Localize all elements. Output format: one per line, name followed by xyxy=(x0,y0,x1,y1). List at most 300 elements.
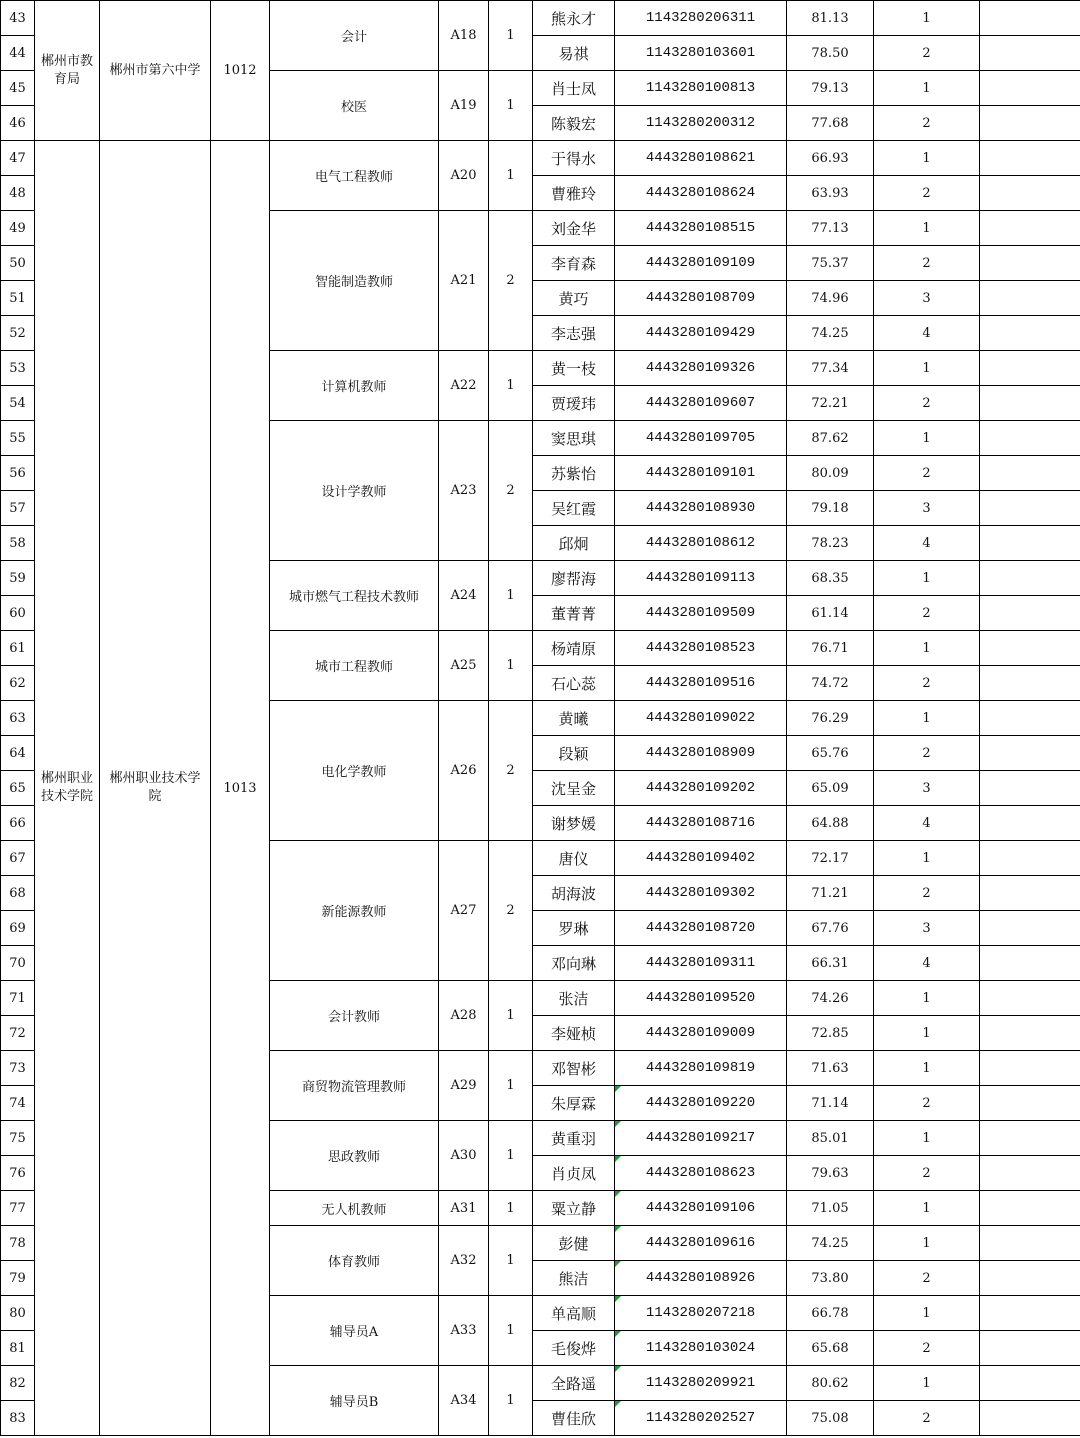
score-cell: 71.21 xyxy=(787,876,874,911)
ticket-number-cell: 4443280109520 xyxy=(615,981,787,1016)
remark-cell xyxy=(980,981,1080,1016)
row-number-cell: 47 xyxy=(1,141,35,176)
position-title-cell: 体育教师 xyxy=(270,1226,439,1296)
score-cell: 79.63 xyxy=(787,1156,874,1191)
rank-cell: 1 xyxy=(874,1121,980,1156)
rank-cell: 2 xyxy=(874,876,980,911)
candidate-name-cell: 石心蕊 xyxy=(533,666,615,701)
candidate-name-cell: 唐仪 xyxy=(533,841,615,876)
remark-cell xyxy=(980,1296,1080,1331)
quota-cell: 1 xyxy=(489,1051,533,1121)
candidate-name-cell: 李娅桢 xyxy=(533,1016,615,1051)
position-code-cell: A34 xyxy=(439,1366,489,1436)
rank-cell: 1 xyxy=(874,1016,980,1051)
remark-cell xyxy=(980,141,1080,176)
remark-cell xyxy=(980,1366,1080,1401)
row-number-cell: 74 xyxy=(1,1086,35,1121)
ticket-number-cell: 4443280109009 xyxy=(615,1016,787,1051)
candidate-name-cell: 邱炯 xyxy=(533,526,615,561)
quota-cell: 1 xyxy=(489,71,533,141)
rank-cell: 2 xyxy=(874,176,980,211)
position-code-cell: A30 xyxy=(439,1121,489,1191)
candidate-name-cell: 李育森 xyxy=(533,246,615,281)
rank-cell: 2 xyxy=(874,1261,980,1296)
ticket-number-cell: 4443280109509 xyxy=(615,596,787,631)
row-number-cell: 80 xyxy=(1,1296,35,1331)
position-title-cell: 会计 xyxy=(270,1,439,71)
remark-cell xyxy=(980,1,1080,36)
candidate-name-cell: 董菁菁 xyxy=(533,596,615,631)
candidate-name-cell: 李志强 xyxy=(533,316,615,351)
remark-cell xyxy=(980,36,1080,71)
row-number-cell: 48 xyxy=(1,176,35,211)
ticket-number-cell: 1143280103024 xyxy=(615,1331,787,1366)
row-number-cell: 66 xyxy=(1,806,35,841)
rank-cell: 1 xyxy=(874,1226,980,1261)
rank-cell: 1 xyxy=(874,981,980,1016)
ticket-number-cell: 4443280109819 xyxy=(615,1051,787,1086)
score-cell: 74.26 xyxy=(787,981,874,1016)
position-title-cell: 辅导员A xyxy=(270,1296,439,1366)
position-title-cell: 新能源教师 xyxy=(270,841,439,981)
score-cell: 74.25 xyxy=(787,1226,874,1261)
ticket-number-cell: 1143280206311 xyxy=(615,1,787,36)
remark-cell xyxy=(980,561,1080,596)
position-code-cell: A31 xyxy=(439,1191,489,1226)
remark-cell xyxy=(980,841,1080,876)
score-cell: 78.50 xyxy=(787,36,874,71)
quota-cell: 1 xyxy=(489,561,533,631)
score-cell: 64.88 xyxy=(787,806,874,841)
row-number-cell: 70 xyxy=(1,946,35,981)
remark-cell xyxy=(980,1156,1080,1191)
candidate-name-cell: 陈毅宏 xyxy=(533,106,615,141)
rank-cell: 1 xyxy=(874,1,980,36)
row-number-cell: 44 xyxy=(1,36,35,71)
ticket-number-cell: 4443280109402 xyxy=(615,841,787,876)
score-cell: 77.68 xyxy=(787,106,874,141)
row-number-cell: 61 xyxy=(1,631,35,666)
score-cell: 65.09 xyxy=(787,771,874,806)
ticket-number-cell: 1143280207218 xyxy=(615,1296,787,1331)
position-title-cell: 设计学教师 xyxy=(270,421,439,561)
remark-cell xyxy=(980,1261,1080,1296)
unit-code-cell: 1013 xyxy=(211,141,270,1436)
table-row xyxy=(1,141,1080,176)
rank-cell: 2 xyxy=(874,36,980,71)
rank-cell: 1 xyxy=(874,1296,980,1331)
ticket-number-cell: 1143280100813 xyxy=(615,71,787,106)
quota-cell: 1 xyxy=(489,141,533,211)
rank-cell: 4 xyxy=(874,946,980,981)
rank-cell: 3 xyxy=(874,911,980,946)
unit-cell: 郴州市第六中学 xyxy=(100,1,211,141)
row-number-cell: 45 xyxy=(1,71,35,106)
row-number-cell: 83 xyxy=(1,1401,35,1436)
remark-cell xyxy=(980,421,1080,456)
ticket-number-cell: 4443280109109 xyxy=(615,246,787,281)
row-number-cell: 57 xyxy=(1,491,35,526)
ticket-number-cell: 4443280109217 xyxy=(615,1121,787,1156)
score-cell: 76.29 xyxy=(787,701,874,736)
ticket-number-cell: 4443280109106 xyxy=(615,1191,787,1226)
score-cell: 72.85 xyxy=(787,1016,874,1051)
remark-cell xyxy=(980,631,1080,666)
candidate-name-cell: 廖帮海 xyxy=(533,561,615,596)
candidate-name-cell: 谢梦媛 xyxy=(533,806,615,841)
candidate-name-cell: 黄巧 xyxy=(533,281,615,316)
score-cell: 87.62 xyxy=(787,421,874,456)
remark-cell xyxy=(980,1086,1080,1121)
quota-cell: 1 xyxy=(489,351,533,421)
candidate-name-cell: 邓向琳 xyxy=(533,946,615,981)
row-number-cell: 62 xyxy=(1,666,35,701)
authority-cell: 郴州职业技术学院 xyxy=(35,141,100,1436)
score-cell: 77.34 xyxy=(787,351,874,386)
score-cell: 65.76 xyxy=(787,736,874,771)
candidate-name-cell: 曹雅玲 xyxy=(533,176,615,211)
position-title-cell: 辅导员B xyxy=(270,1366,439,1436)
row-number-cell: 79 xyxy=(1,1261,35,1296)
remark-cell xyxy=(980,736,1080,771)
rank-cell: 3 xyxy=(874,771,980,806)
position-code-cell: A27 xyxy=(439,841,489,981)
ticket-number-cell: 4443280108720 xyxy=(615,911,787,946)
position-code-cell: A19 xyxy=(439,71,489,141)
remark-cell xyxy=(980,666,1080,701)
remark-cell xyxy=(980,946,1080,981)
score-cell: 65.68 xyxy=(787,1331,874,1366)
quota-cell: 1 xyxy=(489,1296,533,1366)
row-number-cell: 73 xyxy=(1,1051,35,1086)
rank-cell: 1 xyxy=(874,1366,980,1401)
remark-cell xyxy=(980,1191,1080,1226)
quota-cell: 2 xyxy=(489,421,533,561)
rank-cell: 2 xyxy=(874,246,980,281)
row-number-cell: 54 xyxy=(1,386,35,421)
score-cell: 74.96 xyxy=(787,281,874,316)
ticket-number-cell: 4443280108624 xyxy=(615,176,787,211)
candidate-name-cell: 邓智彬 xyxy=(533,1051,615,1086)
remark-cell xyxy=(980,386,1080,421)
row-number-cell: 76 xyxy=(1,1156,35,1191)
ticket-number-cell: 4443280108909 xyxy=(615,736,787,771)
rank-cell: 4 xyxy=(874,316,980,351)
candidate-name-cell: 张洁 xyxy=(533,981,615,1016)
row-number-cell: 78 xyxy=(1,1226,35,1261)
row-number-cell: 64 xyxy=(1,736,35,771)
position-code-cell: A32 xyxy=(439,1226,489,1296)
candidate-name-cell: 朱厚霖 xyxy=(533,1086,615,1121)
remark-cell xyxy=(980,351,1080,386)
quota-cell: 1 xyxy=(489,1191,533,1226)
remark-cell xyxy=(980,1331,1080,1366)
rank-cell: 2 xyxy=(874,1401,980,1436)
candidate-name-cell: 单高顺 xyxy=(533,1296,615,1331)
row-number-cell: 50 xyxy=(1,246,35,281)
rank-cell: 3 xyxy=(874,281,980,316)
rank-cell: 1 xyxy=(874,561,980,596)
score-cell: 79.18 xyxy=(787,491,874,526)
position-code-cell: A28 xyxy=(439,981,489,1051)
candidate-name-cell: 吴红霞 xyxy=(533,491,615,526)
rank-cell: 1 xyxy=(874,841,980,876)
rank-cell: 2 xyxy=(874,736,980,771)
position-title-cell: 电化学教师 xyxy=(270,701,439,841)
quota-cell: 2 xyxy=(489,211,533,351)
position-title-cell: 会计教师 xyxy=(270,981,439,1051)
ticket-number-cell: 4443280109302 xyxy=(615,876,787,911)
score-cell: 63.93 xyxy=(787,176,874,211)
score-cell: 72.17 xyxy=(787,841,874,876)
rank-cell: 1 xyxy=(874,71,980,106)
row-number-cell: 49 xyxy=(1,211,35,246)
remark-cell xyxy=(980,246,1080,281)
candidate-name-cell: 黄重羽 xyxy=(533,1121,615,1156)
remark-cell xyxy=(980,106,1080,141)
row-number-cell: 68 xyxy=(1,876,35,911)
row-number-cell: 56 xyxy=(1,456,35,491)
position-code-cell: A20 xyxy=(439,141,489,211)
unit-code-cell: 1012 xyxy=(211,1,270,141)
candidate-name-cell: 彭健 xyxy=(533,1226,615,1261)
rank-cell: 4 xyxy=(874,526,980,561)
candidate-name-cell: 熊洁 xyxy=(533,1261,615,1296)
ticket-number-cell: 4443280108621 xyxy=(615,141,787,176)
score-cell: 71.14 xyxy=(787,1086,874,1121)
position-code-cell: A24 xyxy=(439,561,489,631)
table-row xyxy=(1,1,1080,36)
ticket-number-cell: 1143280202527 xyxy=(615,1401,787,1436)
score-cell: 80.62 xyxy=(787,1366,874,1401)
remark-cell xyxy=(980,806,1080,841)
ticket-number-cell: 4443280109705 xyxy=(615,421,787,456)
ticket-number-cell: 1143280209921 xyxy=(615,1366,787,1401)
remark-cell xyxy=(980,1121,1080,1156)
candidate-name-cell: 窦思琪 xyxy=(533,421,615,456)
ticket-number-cell: 4443280108930 xyxy=(615,491,787,526)
quota-cell: 2 xyxy=(489,841,533,981)
ticket-number-cell: 4443280108716 xyxy=(615,806,787,841)
row-number-cell: 52 xyxy=(1,316,35,351)
candidate-name-cell: 罗琳 xyxy=(533,911,615,946)
rank-cell: 2 xyxy=(874,456,980,491)
score-cell: 68.35 xyxy=(787,561,874,596)
row-number-cell: 43 xyxy=(1,1,35,36)
score-cell: 71.63 xyxy=(787,1051,874,1086)
ticket-number-cell: 4443280108623 xyxy=(615,1156,787,1191)
row-number-cell: 71 xyxy=(1,981,35,1016)
ticket-number-cell: 4443280109113 xyxy=(615,561,787,596)
ticket-number-cell: 4443280108515 xyxy=(615,211,787,246)
ticket-number-cell: 4443280108709 xyxy=(615,281,787,316)
candidate-name-cell: 肖贞凤 xyxy=(533,1156,615,1191)
ticket-number-cell: 4443280109616 xyxy=(615,1226,787,1261)
ticket-number-cell: 4443280109429 xyxy=(615,316,787,351)
position-title-cell: 城市燃气工程技术教师 xyxy=(270,561,439,631)
ticket-number-cell: 4443280109311 xyxy=(615,946,787,981)
score-cell: 66.93 xyxy=(787,141,874,176)
results-table-body xyxy=(1,1,1080,1436)
quota-cell: 1 xyxy=(489,1121,533,1191)
row-number-cell: 72 xyxy=(1,1016,35,1051)
remark-cell xyxy=(980,701,1080,736)
rank-cell: 1 xyxy=(874,701,980,736)
quota-cell: 1 xyxy=(489,981,533,1051)
position-title-cell: 无人机教师 xyxy=(270,1191,439,1226)
authority-cell: 郴州市教育局 xyxy=(35,1,100,141)
remark-cell xyxy=(980,911,1080,946)
candidate-name-cell: 黄一枝 xyxy=(533,351,615,386)
rank-cell: 2 xyxy=(874,386,980,421)
score-cell: 66.31 xyxy=(787,946,874,981)
score-cell: 78.23 xyxy=(787,526,874,561)
position-code-cell: A29 xyxy=(439,1051,489,1121)
remark-cell xyxy=(980,1051,1080,1086)
candidate-name-cell: 沈呈金 xyxy=(533,771,615,806)
row-number-cell: 53 xyxy=(1,351,35,386)
row-number-cell: 81 xyxy=(1,1331,35,1366)
quota-cell: 1 xyxy=(489,631,533,701)
ticket-number-cell: 4443280108612 xyxy=(615,526,787,561)
rank-cell: 1 xyxy=(874,211,980,246)
quota-cell: 1 xyxy=(489,1,533,71)
candidate-name-cell: 曹佳欣 xyxy=(533,1401,615,1436)
score-cell: 81.13 xyxy=(787,1,874,36)
remark-cell xyxy=(980,876,1080,911)
remark-cell xyxy=(980,281,1080,316)
position-title-cell: 智能制造教师 xyxy=(270,211,439,351)
position-code-cell: A33 xyxy=(439,1296,489,1366)
row-number-cell: 75 xyxy=(1,1121,35,1156)
score-cell: 85.01 xyxy=(787,1121,874,1156)
position-code-cell: A23 xyxy=(439,421,489,561)
score-cell: 74.72 xyxy=(787,666,874,701)
rank-cell: 2 xyxy=(874,106,980,141)
row-number-cell: 55 xyxy=(1,421,35,456)
position-title-cell: 电气工程教师 xyxy=(270,141,439,211)
score-cell: 73.80 xyxy=(787,1261,874,1296)
rank-cell: 1 xyxy=(874,421,980,456)
score-cell: 71.05 xyxy=(787,1191,874,1226)
remark-cell xyxy=(980,71,1080,106)
position-code-cell: A21 xyxy=(439,211,489,351)
remark-cell xyxy=(980,1016,1080,1051)
rank-cell: 2 xyxy=(874,1086,980,1121)
candidate-name-cell: 段颖 xyxy=(533,736,615,771)
unit-cell: 郴州职业技术学院 xyxy=(100,141,211,1436)
ticket-number-cell: 4443280108926 xyxy=(615,1261,787,1296)
ticket-number-cell: 4443280109220 xyxy=(615,1086,787,1121)
candidate-name-cell: 贾瑷玮 xyxy=(533,386,615,421)
score-cell: 72.21 xyxy=(787,386,874,421)
rank-cell: 2 xyxy=(874,596,980,631)
remark-cell xyxy=(980,1226,1080,1261)
remark-cell xyxy=(980,596,1080,631)
candidate-name-cell: 肖士凤 xyxy=(533,71,615,106)
candidate-name-cell: 于得水 xyxy=(533,141,615,176)
row-number-cell: 51 xyxy=(1,281,35,316)
ticket-number-cell: 4443280109022 xyxy=(615,701,787,736)
score-cell: 74.25 xyxy=(787,316,874,351)
position-code-cell: A26 xyxy=(439,701,489,841)
rank-cell: 1 xyxy=(874,631,980,666)
score-cell: 80.09 xyxy=(787,456,874,491)
remark-cell xyxy=(980,316,1080,351)
score-cell: 79.13 xyxy=(787,71,874,106)
row-number-cell: 63 xyxy=(1,701,35,736)
candidate-name-cell: 易祺 xyxy=(533,36,615,71)
remark-cell xyxy=(980,1401,1080,1436)
position-code-cell: A18 xyxy=(439,1,489,71)
remark-cell xyxy=(980,456,1080,491)
ticket-number-cell: 4443280109326 xyxy=(615,351,787,386)
remark-cell xyxy=(980,526,1080,561)
remark-cell xyxy=(980,491,1080,526)
quota-cell: 2 xyxy=(489,701,533,841)
rank-cell: 1 xyxy=(874,351,980,386)
position-title-cell: 计算机教师 xyxy=(270,351,439,421)
rank-cell: 1 xyxy=(874,1191,980,1226)
rank-cell: 4 xyxy=(874,806,980,841)
score-cell: 67.76 xyxy=(787,911,874,946)
remark-cell xyxy=(980,211,1080,246)
candidate-name-cell: 杨靖原 xyxy=(533,631,615,666)
ticket-number-cell: 4443280109101 xyxy=(615,456,787,491)
ticket-number-cell: 4443280108523 xyxy=(615,631,787,666)
row-number-cell: 77 xyxy=(1,1191,35,1226)
row-number-cell: 46 xyxy=(1,106,35,141)
quota-cell: 1 xyxy=(489,1366,533,1436)
candidate-name-cell: 苏紫怡 xyxy=(533,456,615,491)
rank-cell: 2 xyxy=(874,1156,980,1191)
ticket-number-cell: 4443280109202 xyxy=(615,771,787,806)
candidate-name-cell: 全路遥 xyxy=(533,1366,615,1401)
candidate-name-cell: 毛俊烨 xyxy=(533,1331,615,1366)
rank-cell: 1 xyxy=(874,141,980,176)
rank-cell: 2 xyxy=(874,1331,980,1366)
row-number-cell: 65 xyxy=(1,771,35,806)
row-number-cell: 58 xyxy=(1,526,35,561)
row-number-cell: 60 xyxy=(1,596,35,631)
rank-cell: 2 xyxy=(874,666,980,701)
ticket-number-cell: 1143280200312 xyxy=(615,106,787,141)
candidate-name-cell: 熊永才 xyxy=(533,1,615,36)
remark-cell xyxy=(980,771,1080,806)
ticket-number-cell: 4443280109516 xyxy=(615,666,787,701)
score-cell: 76.71 xyxy=(787,631,874,666)
position-title-cell: 校医 xyxy=(270,71,439,141)
position-code-cell: A22 xyxy=(439,351,489,421)
ticket-number-cell: 1143280103601 xyxy=(615,36,787,71)
score-cell: 75.08 xyxy=(787,1401,874,1436)
candidate-name-cell: 刘金华 xyxy=(533,211,615,246)
ticket-number-cell: 4443280109607 xyxy=(615,386,787,421)
position-title-cell: 商贸物流管理教师 xyxy=(270,1051,439,1121)
candidate-name-cell: 粟立静 xyxy=(533,1191,615,1226)
row-number-cell: 67 xyxy=(1,841,35,876)
rank-cell: 3 xyxy=(874,491,980,526)
quota-cell: 1 xyxy=(489,1226,533,1296)
candidate-name-cell: 胡海波 xyxy=(533,876,615,911)
position-code-cell: A25 xyxy=(439,631,489,701)
score-cell: 66.78 xyxy=(787,1296,874,1331)
rank-cell: 1 xyxy=(874,1051,980,1086)
candidate-name-cell: 黄曦 xyxy=(533,701,615,736)
score-cell: 61.14 xyxy=(787,596,874,631)
score-cell: 77.13 xyxy=(787,211,874,246)
position-title-cell: 思政教师 xyxy=(270,1121,439,1191)
